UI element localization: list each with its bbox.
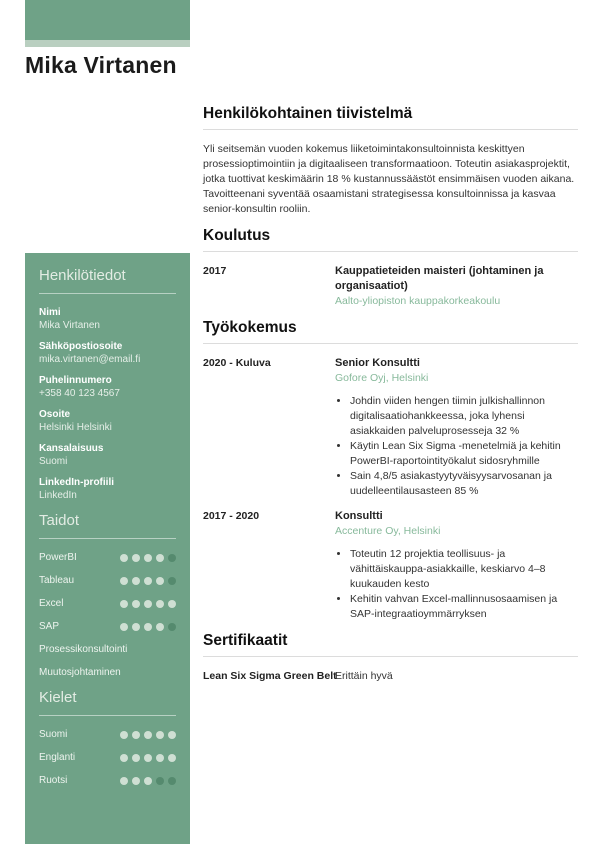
skill-row [39, 620, 176, 633]
header-accent-strip [25, 40, 190, 47]
rating-dot [132, 731, 140, 739]
language-label: Ruotsi [39, 775, 68, 786]
rating-dot [120, 731, 128, 739]
rating-dot [144, 577, 152, 585]
experience-bullet: • Sain 4,8/5 asiakastyytyväisyysarvosanan ja uudelleentilausasteen 85 % [350, 469, 578, 499]
experience-bullets [335, 394, 578, 499]
rating-dot [168, 777, 176, 785]
rating-dot [132, 623, 140, 631]
language-rating [120, 777, 176, 785]
rating-dot [144, 731, 152, 739]
field-value: Mika Virtanen [39, 320, 100, 331]
experience-company: Accenture Oy, Helsinki [335, 525, 441, 537]
rating-dot [156, 623, 164, 631]
field-value: Suomi [39, 456, 68, 467]
experience-body [335, 356, 578, 499]
section-divider [203, 343, 578, 344]
language-rating [120, 754, 176, 762]
field-phone [39, 374, 176, 400]
field-label: Osoite [39, 409, 71, 420]
sidebar-section-personal-title: Henkilötiedot [39, 267, 176, 294]
rating-dot [156, 600, 164, 608]
skill-label: SAP [39, 621, 60, 632]
rating-dot [132, 600, 140, 608]
rating-dot [120, 554, 128, 562]
experience-bullet: • Toteutin 12 projektia teollisuus- ja vähittäiskauppa-asiakkaille, keskiarvo 4–8 kuukauden kesto [350, 547, 578, 592]
rating-dot [132, 577, 140, 585]
sidebar-section-skills-title: Taidot [39, 512, 176, 539]
summary-text: Yli seitsemän vuoden kokemus liiketoimintakonsultoinnista keskittyen prosessioptimointiin ja digitaaliseen transformaatioon. Toteutin asiakasprojektit, jotka tuottivat keskimäärin 18 % kustannussäästöt ensimmäisen vuoden aikana. Tavoitteenani syventää osaamistani strategisessa konsultoinnissa ja kasvaa senior-konsultin rooliin. [203, 143, 575, 215]
header-accent-main [25, 0, 190, 40]
skill-label: Prosessikonsultointi [39, 644, 128, 655]
skill-rating [120, 623, 176, 631]
experience-bullet: • Käytin Lean Six Sigma -menetelmiä ja kehitin PowerBI-raportointityökalut sidosryhmille [350, 439, 578, 469]
skill-label: Tableau [39, 575, 75, 586]
section-divider [203, 251, 578, 252]
language-row [39, 774, 176, 787]
skill-label: Excel [39, 598, 64, 609]
field-value: +358 40 123 4567 [39, 388, 120, 399]
sidebar-section-languages-title: Kielet [39, 689, 176, 716]
experience-role: Senior Konsultti [335, 357, 420, 369]
field-name [39, 306, 176, 332]
experience-role: Konsultti [335, 510, 383, 522]
field-email [39, 340, 176, 366]
rating-dot [120, 623, 128, 631]
rating-dot [156, 754, 164, 762]
rating-dot [144, 777, 152, 785]
experience-entry [203, 509, 578, 622]
rating-dot [144, 554, 152, 562]
field-label: Sähköpostiosoite [39, 341, 123, 352]
rating-dot [120, 600, 128, 608]
rating-dot [168, 623, 176, 631]
rating-dot [168, 600, 176, 608]
skill-rating [120, 554, 176, 562]
skill-label: Muutosjohtaminen [39, 667, 121, 678]
education-entry [203, 264, 578, 309]
rating-dot [120, 754, 128, 762]
rating-dot [120, 577, 128, 585]
experience-body [335, 509, 578, 622]
rating-dot [156, 777, 164, 785]
field-label: Kansalaisuus [39, 443, 104, 454]
experience-period: 2017 - 2020 [203, 510, 260, 522]
skill-row [39, 597, 176, 610]
rating-dot [132, 754, 140, 762]
rating-dot [144, 623, 152, 631]
language-label: Englanti [39, 752, 76, 763]
experience-bullets [335, 547, 578, 622]
field-label: LinkedIn-profiili [39, 477, 114, 488]
experience-bullet: • Johdin viiden hengen tiimin julkishallinnon digitalisaatiohankkeessa, joka lyhensi asiakkaiden palveluprosesseja 32 % [350, 394, 578, 439]
experience-company: Gofore Oyj, Helsinki [335, 372, 429, 384]
section-divider [203, 129, 578, 130]
education-school: Aalto-yliopiston kauppakorkeakoulu [335, 295, 501, 307]
main-column [203, 105, 578, 684]
skill-rating [120, 600, 176, 608]
field-value: mika.virtanen@email.fi [39, 354, 141, 365]
education-degree: Kauppatieteiden maisteri (johtaminen ja organisaatiot) [335, 265, 544, 292]
rating-dot [168, 554, 176, 562]
education-period: 2017 [203, 265, 227, 277]
language-label: Suomi [39, 729, 68, 740]
certificate-entry [203, 669, 578, 684]
rating-dot [168, 731, 176, 739]
skill-rating [120, 577, 176, 585]
rating-dot [120, 777, 128, 785]
rating-dot [132, 777, 140, 785]
sidebar [25, 253, 190, 844]
language-row [39, 728, 176, 741]
field-label: Nimi [39, 307, 61, 318]
rating-dot [168, 754, 176, 762]
rating-dot [168, 577, 176, 585]
summary-section-title: Henkilökohtainen tiivistelmä [203, 105, 413, 122]
certificate-level: Erittäin hyvä [335, 670, 393, 682]
experience-entry [203, 356, 578, 499]
header-accent-block [25, 0, 190, 47]
field-value: LinkedIn [39, 490, 77, 501]
certificates-section-title: Sertifikaatit [203, 632, 288, 649]
field-nationality [39, 442, 176, 468]
experience-section-title: Työkokemus [203, 319, 297, 336]
rating-dot [132, 554, 140, 562]
rating-dot [156, 554, 164, 562]
skill-row [39, 643, 176, 656]
skill-row [39, 551, 176, 564]
education-body [335, 264, 578, 309]
field-linkedin [39, 476, 176, 502]
skill-label: PowerBI [39, 552, 77, 563]
field-label: Puhelinnumero [39, 375, 112, 386]
rating-dot [144, 600, 152, 608]
rating-dot [156, 577, 164, 585]
page-title: Mika Virtanen [25, 52, 177, 78]
field-value: Helsinki Helsinki [39, 422, 112, 433]
section-divider [203, 656, 578, 657]
rating-dot [144, 754, 152, 762]
language-row [39, 751, 176, 764]
skill-row [39, 574, 176, 587]
language-rating [120, 731, 176, 739]
experience-bullet: • Kehitin vahvan Excel-mallinnusosaamisen ja SAP-integraatioymmärryksen [350, 592, 578, 622]
education-section-title: Koulutus [203, 227, 271, 244]
certificate-name: Lean Six Sigma Green Belt [203, 670, 337, 682]
rating-dot [156, 731, 164, 739]
skill-row [39, 666, 176, 679]
field-address [39, 408, 176, 434]
experience-period: 2020 - Kuluva [203, 357, 271, 369]
